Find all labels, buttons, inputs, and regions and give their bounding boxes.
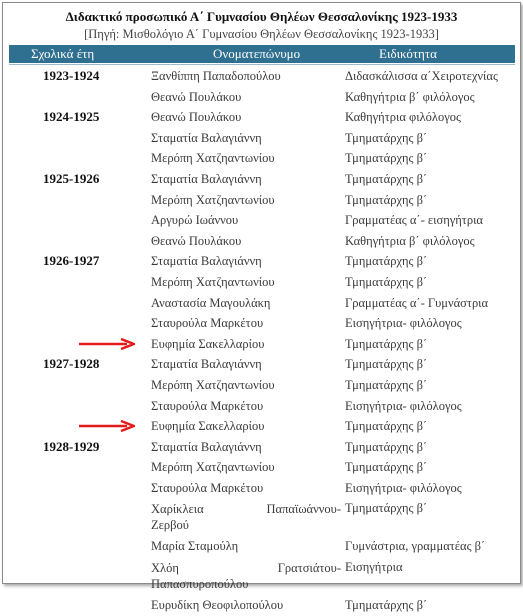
staff-specialty: Τμηματάρχης β΄ [345,460,428,475]
school-year-label: 1923-1924 [43,68,100,83]
table-row [9,272,515,293]
staff-name: Μερόπη Χατζηαντωνίου [151,377,275,392]
staff-name: Ευφημία Σακελλαρίου [151,419,265,434]
table-row [9,148,515,169]
red-arrow-icon [79,420,135,432]
staff-specialty: Διδασκάλισσα α΄Χειροτεχνίας [345,69,498,83]
header-year: Σχολικά έτη [31,46,95,61]
document-subtitle: [Πηγή: Μισθολόγιο Α΄ Γυμνασίου Θηλέων Θεσσαλονίκης 1923-1933] [84,27,439,41]
table-row [9,334,515,355]
table-row [9,107,515,128]
staff-name-surname: Παπαϊωάννου- [266,502,341,517]
staff-name: Ευφημία Σακελλαρίου [151,336,265,351]
staff-specialty: Τμηματάρχης β΄ [345,501,428,516]
table-row [9,293,515,314]
staff-specialty: Εισηγήτρια- φιλόλογος [345,480,462,495]
table-row [9,478,515,499]
staff-name: Ευρυδίκη Θεοφιλοπούλου [151,598,284,613]
table-header [9,45,515,63]
staff-specialty: Εισηγήτρια- φιλόλογος [345,398,462,413]
staff-name: Σταματία Βαλαγιάννη [151,171,262,186]
header-divider [9,64,515,65]
staff-specialty: Τμηματάρχης β΄ [345,419,428,434]
staff-specialty: Τμηματάρχης β΄ [345,171,428,186]
staff-name: Θεανώ Πουλάκου [151,89,242,104]
staff-name-continuation: Ζερβού [151,518,189,533]
staff-name-surname: Γρατσιάτου- [277,561,341,576]
table-row [9,416,515,437]
staff-name-continuation: Παπασπυροπούλου [151,577,249,592]
table-row [9,536,515,557]
table-row [9,375,515,396]
table-row [9,354,515,375]
table-row [9,595,515,616]
table-row [9,396,515,417]
staff-specialty: Τμηματάρχης β΄ [345,377,428,392]
staff-name: Σταυρούλα Μαρκέτου [151,398,264,413]
school-year-label: 1928-1929 [43,438,100,454]
staff-specialty: Τμηματάρχης β΄ [345,130,428,145]
staff-name-first: Χαρίκλεια [151,502,204,517]
staff-specialty: Καθηγήτρια β΄ φιλόλογος [345,89,475,104]
staff-specialty: Τμηματάρχης β΄ [345,598,428,613]
school-year-label: 1926-1927 [43,253,100,269]
table-row [9,231,515,252]
staff-name [151,501,341,533]
staff-name: Θεανώ Πουλάκου [151,110,242,125]
staff-name: Μερόπη Χατζηαντωνίου [151,151,275,166]
staff-specialty: Τμηματάρχης β΄ [345,254,428,269]
staff-name: Σταματία Βαλαγιάννη [151,254,262,269]
table-row [9,87,515,108]
staff-specialty: Γυμνάστρια, γραμματέας β΄ [345,539,486,554]
staff-specialty: Εισηγήτρια- φιλόλογος [345,316,462,331]
staff-name: Μερόπη Χατζηαντωνίου [151,192,275,207]
staff-name: Θεανώ Πουλάκου [151,233,242,248]
staff-name: Μαρία Σταμούλη [151,539,239,554]
table-row [9,457,515,478]
staff-name [151,560,341,592]
staff-specialty: Τμηματάρχης β΄ [345,151,428,166]
school-year-label: 1924-1925 [43,109,100,125]
document-title: Διδακτικό προσωπικό Α΄ Γυμνασίου Θηλέων Θεσσαλονίκης 1923-1933 [65,9,458,24]
table-row [9,169,515,190]
staff-name: Σταυρούλα Μαρκέτου [151,480,264,495]
table-row [9,128,515,149]
table-row [9,210,515,231]
school-year-label: 1927-1928 [43,356,100,372]
table-row [9,313,515,334]
staff-specialty: Καθηγήτρια β΄ φιλόλογος [345,233,475,248]
table-row [9,437,515,458]
table-row [9,66,515,87]
school-year-label: 1925-1926 [43,170,100,186]
staff-specialty: Γραμματέας α΄- Γυμνάστρια [345,295,489,310]
staff-specialty: Τμηματάρχης β΄ [345,336,428,351]
table-body [9,66,515,616]
staff-name: Σταματία Βαλαγιάννη [151,357,262,372]
red-arrow-icon [79,338,135,350]
staff-name-first: Χλόη [151,561,179,576]
staff-specialty: Τμηματάρχης β΄ [345,274,428,289]
staff-specialty: Τμηματάρχης β΄ [345,192,428,207]
staff-name: Μερόπη Χατζηαντωνίου [151,274,275,289]
header-specialty: Ειδικότητα [379,46,437,61]
staff-specialty: Εισηγήτρια [345,560,403,575]
header-name: Ονοματεπώνυμο [213,46,301,61]
document-frame [2,2,521,613]
staff-name: Αργυρώ Ιωάννου [151,213,239,228]
table-row [9,498,515,536]
staff-name: Σταυρούλα Μαρκέτου [151,316,264,331]
table-row [9,557,515,595]
staff-name: Σταματία Βαλαγιάννη [151,439,262,454]
staff-name: Μερόπη Χατζηαντωνίου [151,460,275,475]
table-row [9,190,515,211]
table-row [9,251,515,272]
staff-name: Αναστασία Μαγουλάκη [151,295,271,310]
staff-specialty: Γραμματέας α΄- εισηγήτρια [345,213,483,228]
staff-specialty: Τμηματάρχης β΄ [345,357,428,372]
staff-specialty: Καθηγήτρια φιλόλογος [345,110,461,125]
staff-specialty: Τμηματάρχης β΄ [345,439,428,454]
staff-name: Σταματία Βαλαγιάννη [151,130,262,145]
staff-name: Ξανθίππη Παπαδοπούλου [151,69,281,83]
